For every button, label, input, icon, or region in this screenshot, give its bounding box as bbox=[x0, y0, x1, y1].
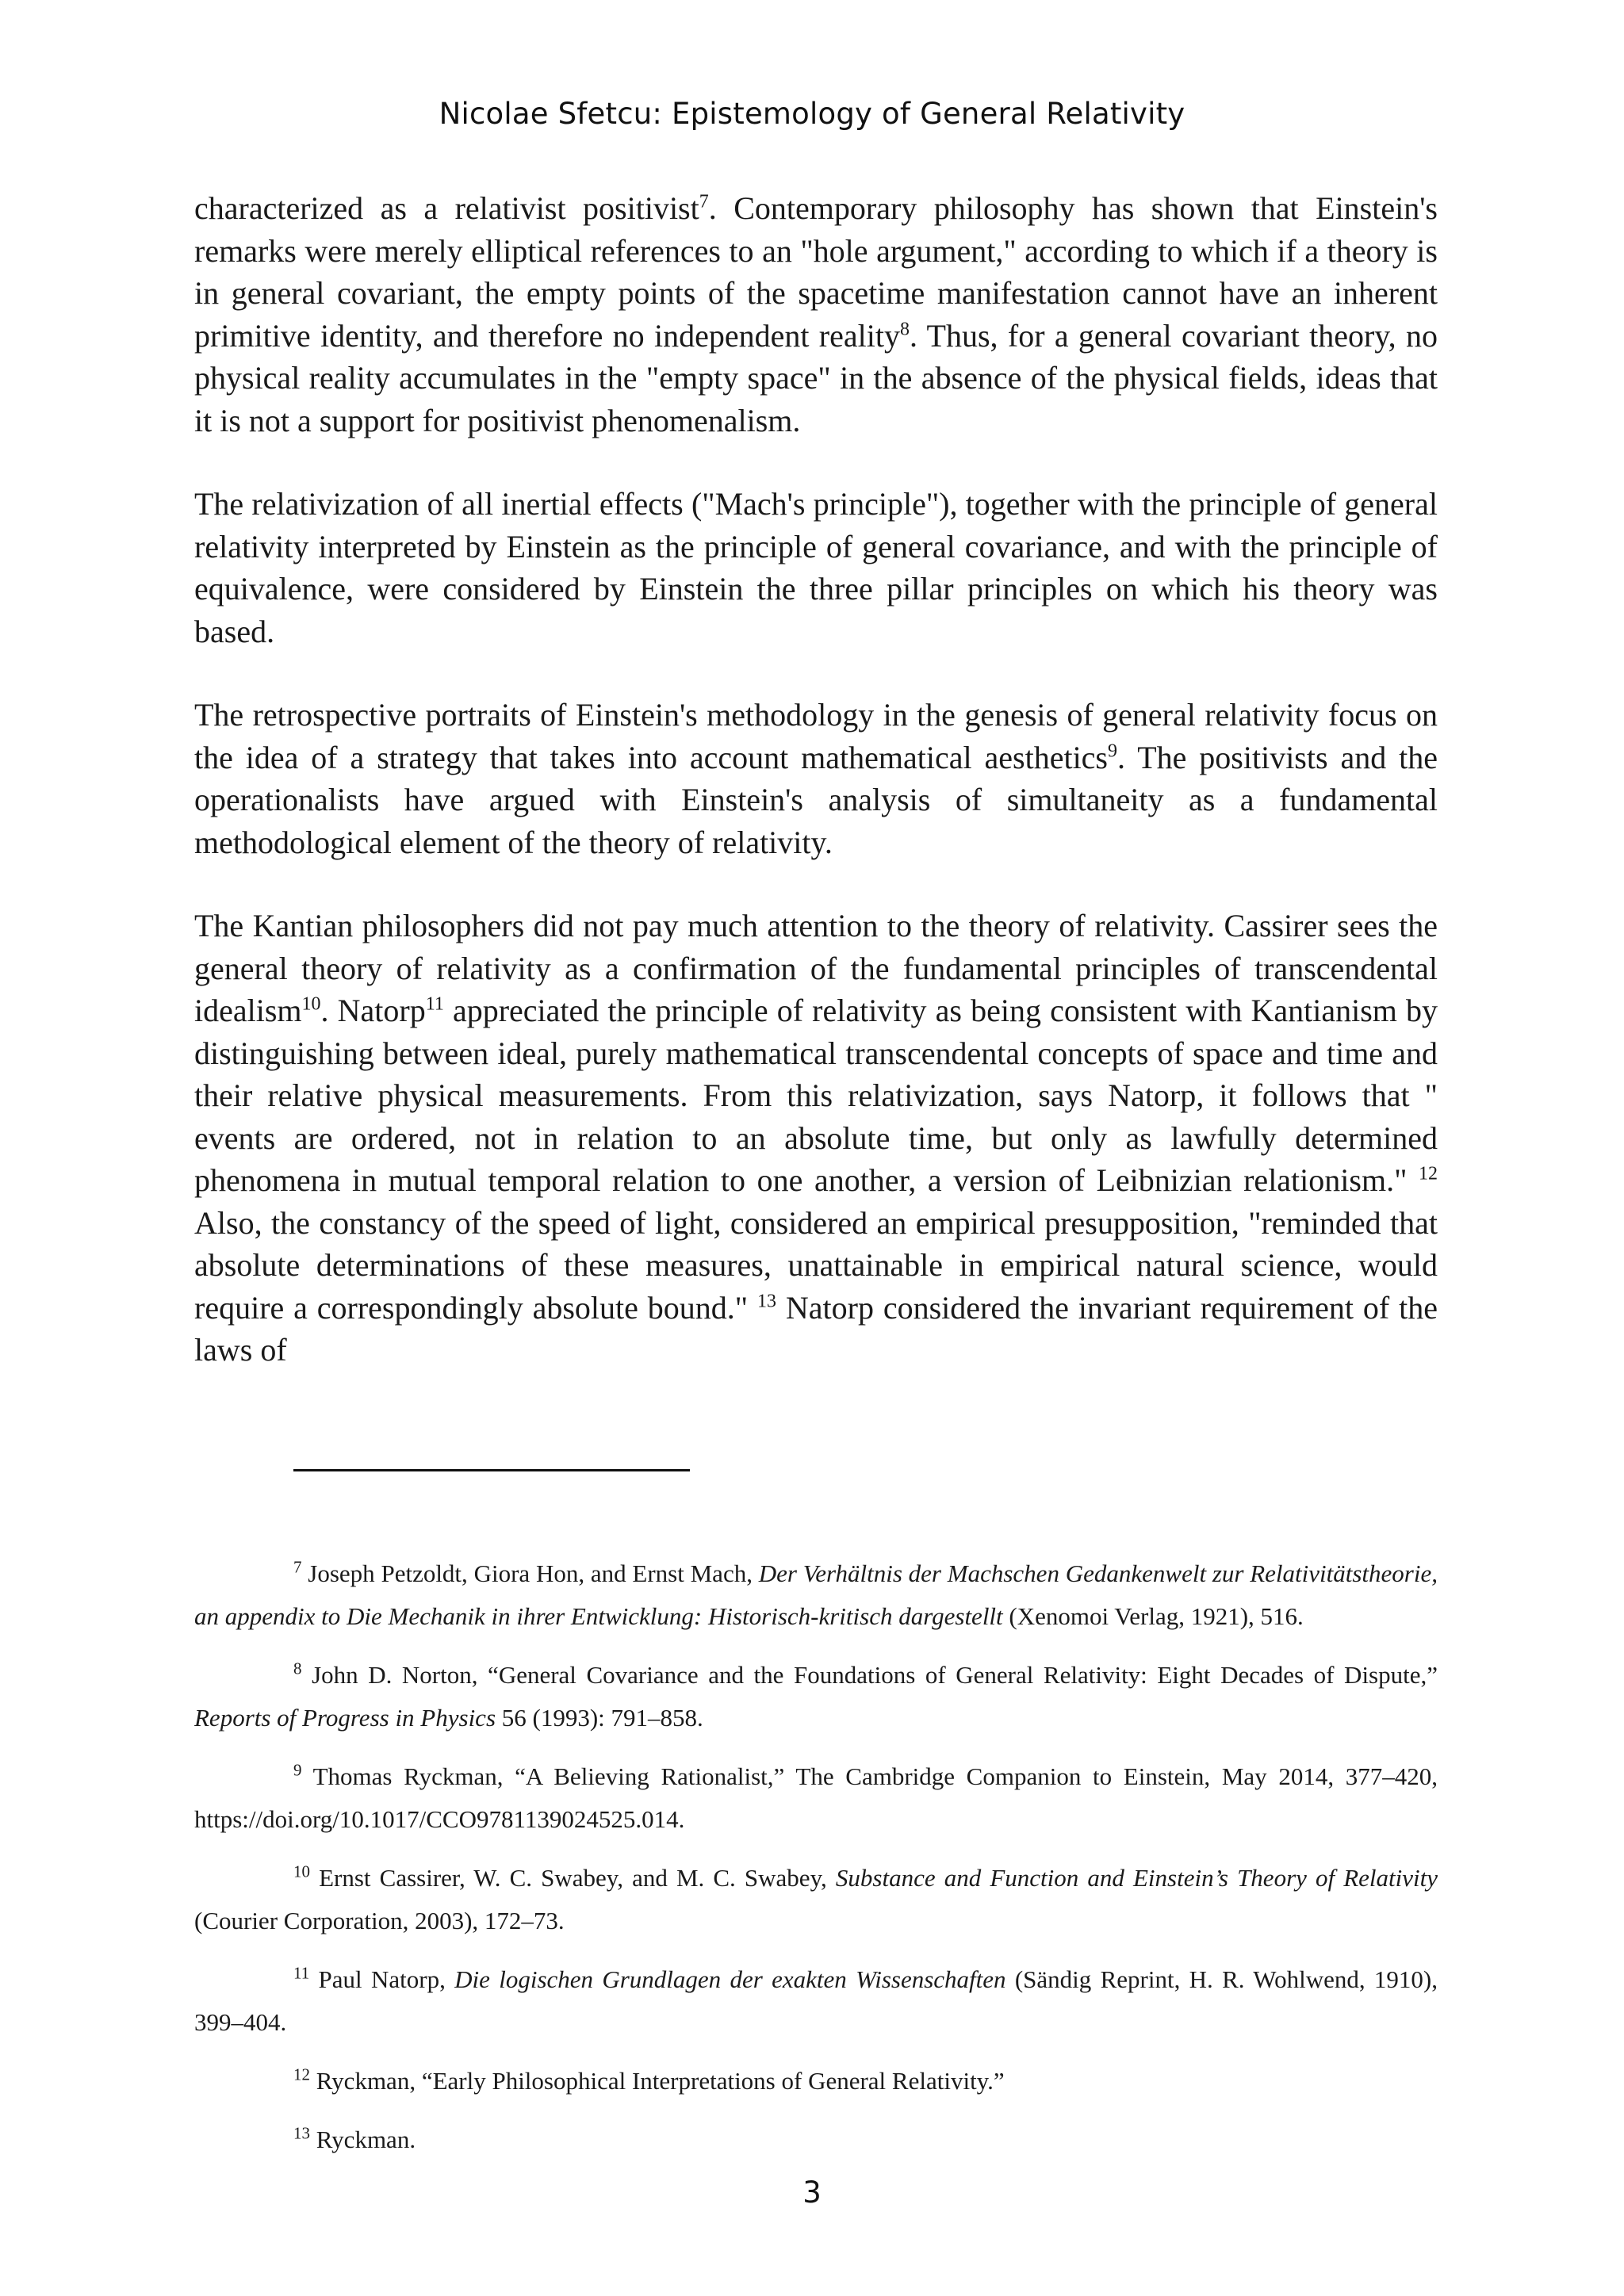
footnotes bbox=[194, 1552, 1438, 2177]
footnote-text: Thomas Ryckman, “A Believing Rationalist,” The Cambridge Companion to Einstein, May 2014, 377–420, https://doi.org/10.1017/CCO9781139024525.014. bbox=[194, 1762, 1438, 1833]
paragraph-text: The retrospective portraits of Einstein's methodology in the genesis of general relativity focus on the idea of a strategy that takes into account mathematical aesthetics bbox=[194, 697, 1438, 775]
paragraph-text: characterized as a relativist positivist bbox=[194, 190, 699, 226]
footnote-text: John D. Norton, “General Covariance and the Foundations of General Relativity: Eight Decades of Dispute,” bbox=[301, 1661, 1438, 1689]
paragraph-text: . Thus, for a general covariant theory, no physical reality accumulates in the "empty space" in the absence of the physical fields, ideas that it is not a support for positivist phenomenalism. bbox=[194, 317, 1438, 438]
paragraph-1 bbox=[194, 187, 1438, 442]
paragraph-2 bbox=[194, 483, 1438, 652]
footnote-ref[interactable]: 7 bbox=[699, 191, 709, 212]
paragraph-text: . The positivists and the operationalists have argued with Einstein's analysis of simultaneity as a fundamental methodological element of the theory of relativity. bbox=[194, 739, 1438, 860]
paragraph-3 bbox=[194, 694, 1438, 863]
footnote-text: Ryckman. bbox=[310, 2126, 416, 2153]
footnote bbox=[194, 1857, 1438, 1942]
paragraph-text: Also, the constancy of the speed of light, considered an empirical presupposition, "reminded that absolute determinations of these measures, unattainable in empirical natural science, would require a correspondingly absolute bound." bbox=[194, 1204, 1438, 1326]
footnote-text: (Xenomoi Verlag, 1921), 516. bbox=[1002, 1602, 1304, 1630]
footnote-ref[interactable]: 11 bbox=[425, 993, 444, 1015]
paragraph-text: . Contemporary philosophy has shown that Einstein's remarks were merely elliptical references to an "hole argument," according to which if a theory is in general covariant, the empty points of the spacetime manifestation cannot have an inherent primitive identity, and therefore no independent reality bbox=[194, 190, 1438, 354]
paragraph-4 bbox=[194, 905, 1438, 1372]
footnote bbox=[194, 1958, 1438, 2044]
running-head: Nicolae Sfetcu: Epistemology of General Relativity bbox=[439, 97, 1185, 131]
footnote-text: Joseph Petzoldt, Giora Hon, and Ernst Mach, bbox=[301, 1559, 759, 1587]
footnote-text: Ernst Cassirer, W. C. Swabey, and M. C. Swabey, bbox=[310, 1864, 836, 1892]
footnote-ref[interactable]: 8 bbox=[899, 319, 910, 340]
footnote-text: Ryckman, “Early Philosophical Interpretations of General Relativity.” bbox=[310, 2067, 1005, 2095]
body-text bbox=[194, 187, 1438, 1372]
paragraph-text: The Kantian philosophers did not pay much attention to the theory of relativity. Cassirer sees the general theory of relativity as a confirmation of the fundamental principles of transcendental idealism bbox=[194, 908, 1438, 1028]
footnote-title: Die logischen Grundlagen der exakten Wissenschaften bbox=[454, 1965, 1006, 1993]
footnote bbox=[194, 1654, 1438, 1739]
footnote-text: 56 (1993): 791–858. bbox=[496, 1704, 703, 1732]
footnote-number: 7 bbox=[293, 1557, 302, 1577]
footnote-text: Paul Natorp, bbox=[309, 1965, 455, 1993]
footnote-ref[interactable]: 9 bbox=[1108, 740, 1117, 762]
paragraph-text: Natorp considered the invariant requirement of the laws of bbox=[194, 1289, 1438, 1368]
footnote-number: 8 bbox=[293, 1659, 302, 1678]
footnote-text: (Courier Corporation, 2003), 172–73. bbox=[194, 1907, 565, 1934]
paragraph-text: . Natorp bbox=[320, 993, 426, 1028]
footnote bbox=[194, 1552, 1438, 1638]
footnote bbox=[194, 1755, 1438, 1841]
page-number: 3 bbox=[802, 2175, 822, 2210]
paragraph-text: The relativization of all inertial effects ("Mach's principle"), together with the principle of general relativity interpreted by Einstein as the principle of general covariance, and with the principle of equivalence, were considered by Einstein the three pillar principles on which his theory was based. bbox=[194, 486, 1438, 649]
footnote-separator bbox=[293, 1469, 690, 1471]
footnote bbox=[194, 2118, 1438, 2161]
paragraph-text: appreciated the principle of relativity as being consistent with Kantianism by distinguishing between ideal, purely mathematical transcendental concepts of space and time and their relative physical measurements. From this relativization, says Natorp, it follows that " events are ordered, not in relation to an absolute time, but only as lawfully determined phenomena in mutual temporal relation to one another, a version of Leibnizian relationism." bbox=[194, 993, 1438, 1198]
footnote-text: (Sändig Reprint, H. R. Wohlwend, 1910), 399–404. bbox=[194, 1965, 1438, 2036]
footnote-number: 13 bbox=[293, 2123, 310, 2143]
footnote-number: 12 bbox=[293, 2064, 310, 2084]
footnote-number: 10 bbox=[293, 1862, 310, 1881]
footnote-ref[interactable]: 10 bbox=[301, 993, 321, 1015]
footnote-title: Substance and Function and Einstein’s Theory of Relativity bbox=[835, 1864, 1438, 1892]
footnote-ref[interactable]: 12 bbox=[1419, 1163, 1438, 1184]
footnote-title: Der Verhältnis der Machschen Gedankenwelt zur Relativitätstheorie, an appendix to Die Mechanik in ihrer Entwicklung: Historisch-kritisch dargestellt bbox=[194, 1559, 1438, 1630]
footnote-number: 11 bbox=[293, 1963, 310, 1983]
footnote-title: Reports of Progress in Physics bbox=[194, 1704, 496, 1732]
footnote bbox=[194, 2060, 1438, 2103]
footnote-number: 9 bbox=[293, 1760, 302, 1780]
footnote-ref[interactable]: 13 bbox=[757, 1291, 776, 1312]
